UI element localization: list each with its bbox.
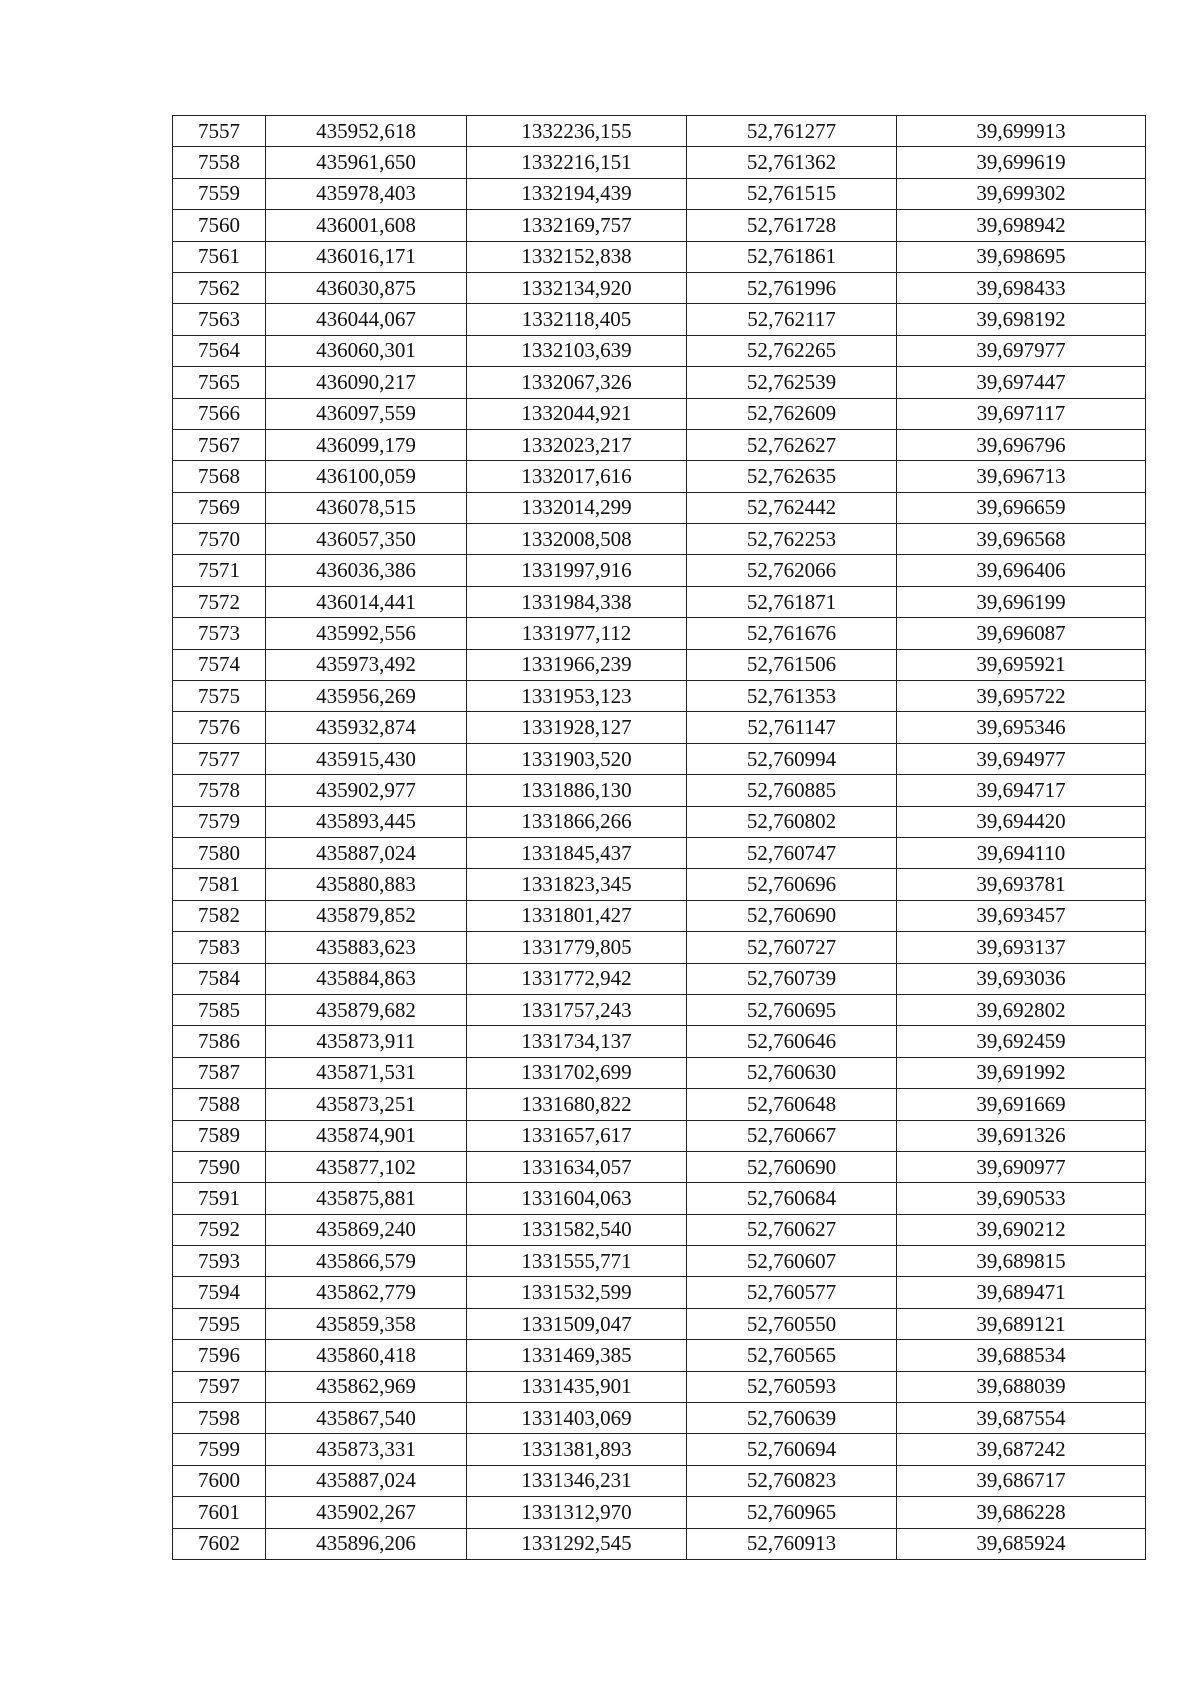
point-number-cell: 7567 (173, 429, 266, 460)
latitude-cell: 52,760667 (687, 1120, 897, 1151)
point-number-cell: 7582 (173, 900, 266, 931)
latitude-cell: 52,761676 (687, 618, 897, 649)
latitude-cell: 52,760646 (687, 1026, 897, 1057)
latitude-cell: 52,762265 (687, 335, 897, 366)
table-row (173, 994, 1146, 1025)
point-number-cell: 7576 (173, 712, 266, 743)
x-coordinate-cell: 435879,852 (266, 900, 467, 931)
y-coordinate-cell: 1331984,338 (467, 586, 687, 617)
x-coordinate-cell: 435978,403 (266, 178, 467, 209)
longitude-cell: 39,691669 (897, 1089, 1146, 1120)
latitude-cell: 52,761147 (687, 712, 897, 743)
point-number-cell: 7573 (173, 618, 266, 649)
y-coordinate-cell: 1331845,437 (467, 837, 687, 868)
longitude-cell: 39,687242 (897, 1434, 1146, 1465)
table-row (173, 1151, 1146, 1182)
point-number-cell: 7580 (173, 837, 266, 868)
latitude-cell: 52,761871 (687, 586, 897, 617)
table-row (173, 743, 1146, 774)
latitude-cell: 52,760694 (687, 1434, 897, 1465)
table-row (173, 1497, 1146, 1528)
latitude-cell: 52,760639 (687, 1403, 897, 1434)
point-number-cell: 7597 (173, 1371, 266, 1402)
latitude-cell: 52,760690 (687, 900, 897, 931)
x-coordinate-cell: 435866,579 (266, 1246, 467, 1277)
longitude-cell: 39,694420 (897, 806, 1146, 837)
latitude-cell: 52,760965 (687, 1497, 897, 1528)
table-row (173, 1308, 1146, 1339)
table-row (173, 900, 1146, 931)
y-coordinate-cell: 1331779,805 (467, 932, 687, 963)
table-row (173, 963, 1146, 994)
point-number-cell: 7565 (173, 367, 266, 398)
latitude-cell: 52,761861 (687, 241, 897, 272)
x-coordinate-cell: 436044,067 (266, 304, 467, 335)
longitude-cell: 39,690212 (897, 1214, 1146, 1245)
x-coordinate-cell: 435862,969 (266, 1371, 467, 1402)
longitude-cell: 39,698942 (897, 210, 1146, 241)
longitude-cell: 39,689121 (897, 1308, 1146, 1339)
x-coordinate-cell: 435887,024 (266, 1465, 467, 1496)
latitude-cell: 52,761515 (687, 178, 897, 209)
x-coordinate-cell: 435875,881 (266, 1183, 467, 1214)
x-coordinate-cell: 436099,179 (266, 429, 467, 460)
x-coordinate-cell: 435973,492 (266, 649, 467, 680)
x-coordinate-cell: 435862,779 (266, 1277, 467, 1308)
longitude-cell: 39,685924 (897, 1528, 1146, 1559)
longitude-cell: 39,697447 (897, 367, 1146, 398)
y-coordinate-cell: 1331801,427 (467, 900, 687, 931)
point-number-cell: 7561 (173, 241, 266, 272)
latitude-cell: 52,760696 (687, 869, 897, 900)
y-coordinate-cell: 1331346,231 (467, 1465, 687, 1496)
y-coordinate-cell: 1332008,508 (467, 524, 687, 555)
x-coordinate-cell: 435952,618 (266, 116, 467, 147)
y-coordinate-cell: 1332169,757 (467, 210, 687, 241)
x-coordinate-cell: 435884,863 (266, 963, 467, 994)
table-row (173, 1528, 1146, 1559)
coordinates-table-body (173, 116, 1146, 1560)
longitude-cell: 39,690977 (897, 1151, 1146, 1182)
longitude-cell: 39,695722 (897, 681, 1146, 712)
y-coordinate-cell: 1332236,155 (467, 116, 687, 147)
point-number-cell: 7599 (173, 1434, 266, 1465)
point-number-cell: 7562 (173, 272, 266, 303)
x-coordinate-cell: 435915,430 (266, 743, 467, 774)
table-row (173, 210, 1146, 241)
y-coordinate-cell: 1331757,243 (467, 994, 687, 1025)
point-number-cell: 7589 (173, 1120, 266, 1151)
longitude-cell: 39,696406 (897, 555, 1146, 586)
y-coordinate-cell: 1331680,822 (467, 1089, 687, 1120)
table-row (173, 1246, 1146, 1277)
longitude-cell: 39,691326 (897, 1120, 1146, 1151)
y-coordinate-cell: 1332118,405 (467, 304, 687, 335)
longitude-cell: 39,698192 (897, 304, 1146, 335)
table-row (173, 1340, 1146, 1371)
x-coordinate-cell: 435869,240 (266, 1214, 467, 1245)
point-number-cell: 7572 (173, 586, 266, 617)
point-number-cell: 7596 (173, 1340, 266, 1371)
latitude-cell: 52,760885 (687, 775, 897, 806)
x-coordinate-cell: 435893,445 (266, 806, 467, 837)
y-coordinate-cell: 1332103,639 (467, 335, 687, 366)
point-number-cell: 7570 (173, 524, 266, 555)
y-coordinate-cell: 1331509,047 (467, 1308, 687, 1339)
point-number-cell: 7592 (173, 1214, 266, 1245)
longitude-cell: 39,698433 (897, 272, 1146, 303)
y-coordinate-cell: 1331582,540 (467, 1214, 687, 1245)
latitude-cell: 52,761996 (687, 272, 897, 303)
x-coordinate-cell: 436001,608 (266, 210, 467, 241)
longitude-cell: 39,694977 (897, 743, 1146, 774)
table-row (173, 775, 1146, 806)
latitude-cell: 52,760684 (687, 1183, 897, 1214)
table-row (173, 932, 1146, 963)
longitude-cell: 39,697977 (897, 335, 1146, 366)
x-coordinate-cell: 436016,171 (266, 241, 467, 272)
point-number-cell: 7591 (173, 1183, 266, 1214)
latitude-cell: 52,760747 (687, 837, 897, 868)
point-number-cell: 7587 (173, 1057, 266, 1088)
latitude-cell: 52,760739 (687, 963, 897, 994)
longitude-cell: 39,693137 (897, 932, 1146, 963)
longitude-cell: 39,686228 (897, 1497, 1146, 1528)
y-coordinate-cell: 1332067,326 (467, 367, 687, 398)
x-coordinate-cell: 436090,217 (266, 367, 467, 398)
table-row (173, 649, 1146, 680)
x-coordinate-cell: 435961,650 (266, 147, 467, 178)
point-number-cell: 7568 (173, 461, 266, 492)
table-row (173, 304, 1146, 335)
table-row (173, 1403, 1146, 1434)
point-number-cell: 7585 (173, 994, 266, 1025)
latitude-cell: 52,762539 (687, 367, 897, 398)
y-coordinate-cell: 1332014,299 (467, 492, 687, 523)
table-row (173, 1371, 1146, 1402)
table-row (173, 1277, 1146, 1308)
table-row (173, 178, 1146, 209)
y-coordinate-cell: 1331953,123 (467, 681, 687, 712)
table-row (173, 586, 1146, 617)
x-coordinate-cell: 435956,269 (266, 681, 467, 712)
longitude-cell: 39,688039 (897, 1371, 1146, 1402)
latitude-cell: 52,762609 (687, 398, 897, 429)
x-coordinate-cell: 435887,024 (266, 837, 467, 868)
latitude-cell: 52,760550 (687, 1308, 897, 1339)
longitude-cell: 39,688534 (897, 1340, 1146, 1371)
coordinates-table (172, 115, 1146, 1560)
longitude-cell: 39,696796 (897, 429, 1146, 460)
point-number-cell: 7586 (173, 1026, 266, 1057)
y-coordinate-cell: 1331823,345 (467, 869, 687, 900)
y-coordinate-cell: 1331469,385 (467, 1340, 687, 1371)
point-number-cell: 7595 (173, 1308, 266, 1339)
x-coordinate-cell: 435873,251 (266, 1089, 467, 1120)
x-coordinate-cell: 435873,331 (266, 1434, 467, 1465)
table-row (173, 1183, 1146, 1214)
y-coordinate-cell: 1331866,266 (467, 806, 687, 837)
point-number-cell: 7593 (173, 1246, 266, 1277)
x-coordinate-cell: 436030,875 (266, 272, 467, 303)
longitude-cell: 39,694110 (897, 837, 1146, 868)
y-coordinate-cell: 1331312,970 (467, 1497, 687, 1528)
y-coordinate-cell: 1331997,916 (467, 555, 687, 586)
x-coordinate-cell: 435883,623 (266, 932, 467, 963)
latitude-cell: 52,760607 (687, 1246, 897, 1277)
longitude-cell: 39,687554 (897, 1403, 1146, 1434)
x-coordinate-cell: 436078,515 (266, 492, 467, 523)
table-row (173, 429, 1146, 460)
x-coordinate-cell: 436097,559 (266, 398, 467, 429)
latitude-cell: 52,760630 (687, 1057, 897, 1088)
longitude-cell: 39,693036 (897, 963, 1146, 994)
longitude-cell: 39,698695 (897, 241, 1146, 272)
latitude-cell: 52,760593 (687, 1371, 897, 1402)
x-coordinate-cell: 435867,540 (266, 1403, 467, 1434)
y-coordinate-cell: 1331928,127 (467, 712, 687, 743)
x-coordinate-cell: 435874,901 (266, 1120, 467, 1151)
latitude-cell: 52,762253 (687, 524, 897, 555)
x-coordinate-cell: 435877,102 (266, 1151, 467, 1182)
y-coordinate-cell: 1331772,942 (467, 963, 687, 994)
longitude-cell: 39,690533 (897, 1183, 1146, 1214)
point-number-cell: 7571 (173, 555, 266, 586)
latitude-cell: 52,762442 (687, 492, 897, 523)
longitude-cell: 39,696659 (897, 492, 1146, 523)
point-number-cell: 7578 (173, 775, 266, 806)
longitude-cell: 39,692459 (897, 1026, 1146, 1057)
longitude-cell: 39,689815 (897, 1246, 1146, 1277)
y-coordinate-cell: 1331604,063 (467, 1183, 687, 1214)
longitude-cell: 39,689471 (897, 1277, 1146, 1308)
longitude-cell: 39,699302 (897, 178, 1146, 209)
table-row (173, 1089, 1146, 1120)
x-coordinate-cell: 435859,358 (266, 1308, 467, 1339)
latitude-cell: 52,761728 (687, 210, 897, 241)
table-row (173, 1026, 1146, 1057)
table-row (173, 492, 1146, 523)
point-number-cell: 7564 (173, 335, 266, 366)
point-number-cell: 7579 (173, 806, 266, 837)
latitude-cell: 52,760802 (687, 806, 897, 837)
x-coordinate-cell: 436057,350 (266, 524, 467, 555)
latitude-cell: 52,761362 (687, 147, 897, 178)
y-coordinate-cell: 1332152,838 (467, 241, 687, 272)
table-row (173, 681, 1146, 712)
x-coordinate-cell: 435880,883 (266, 869, 467, 900)
table-row (173, 555, 1146, 586)
longitude-cell: 39,686717 (897, 1465, 1146, 1496)
x-coordinate-cell: 435896,206 (266, 1528, 467, 1559)
point-number-cell: 7574 (173, 649, 266, 680)
longitude-cell: 39,693457 (897, 900, 1146, 931)
x-coordinate-cell: 435860,418 (266, 1340, 467, 1371)
y-coordinate-cell: 1331977,112 (467, 618, 687, 649)
table-row (173, 1434, 1146, 1465)
latitude-cell: 52,762066 (687, 555, 897, 586)
table-row (173, 1214, 1146, 1245)
table-row (173, 618, 1146, 649)
longitude-cell: 39,696199 (897, 586, 1146, 617)
y-coordinate-cell: 1331634,057 (467, 1151, 687, 1182)
table-row (173, 1057, 1146, 1088)
latitude-cell: 52,760690 (687, 1151, 897, 1182)
table-row (173, 1120, 1146, 1151)
latitude-cell: 52,760695 (687, 994, 897, 1025)
y-coordinate-cell: 1331435,901 (467, 1371, 687, 1402)
table-row (173, 869, 1146, 900)
point-number-cell: 7584 (173, 963, 266, 994)
latitude-cell: 52,760913 (687, 1528, 897, 1559)
x-coordinate-cell: 436036,386 (266, 555, 467, 586)
y-coordinate-cell: 1331966,239 (467, 649, 687, 680)
longitude-cell: 39,691992 (897, 1057, 1146, 1088)
latitude-cell: 52,760823 (687, 1465, 897, 1496)
point-number-cell: 7569 (173, 492, 266, 523)
table-row (173, 806, 1146, 837)
table-row (173, 1465, 1146, 1496)
table-row (173, 272, 1146, 303)
y-coordinate-cell: 1332216,151 (467, 147, 687, 178)
x-coordinate-cell: 436014,441 (266, 586, 467, 617)
point-number-cell: 7601 (173, 1497, 266, 1528)
table-row (173, 116, 1146, 147)
longitude-cell: 39,696568 (897, 524, 1146, 555)
x-coordinate-cell: 436060,301 (266, 335, 467, 366)
longitude-cell: 39,696713 (897, 461, 1146, 492)
latitude-cell: 52,761277 (687, 116, 897, 147)
longitude-cell: 39,695921 (897, 649, 1146, 680)
point-number-cell: 7581 (173, 869, 266, 900)
longitude-cell: 39,699619 (897, 147, 1146, 178)
latitude-cell: 52,761353 (687, 681, 897, 712)
latitude-cell: 52,760648 (687, 1089, 897, 1120)
x-coordinate-cell: 435902,267 (266, 1497, 467, 1528)
y-coordinate-cell: 1332134,920 (467, 272, 687, 303)
y-coordinate-cell: 1332044,921 (467, 398, 687, 429)
point-number-cell: 7563 (173, 304, 266, 335)
x-coordinate-cell: 435902,977 (266, 775, 467, 806)
table-row (173, 398, 1146, 429)
latitude-cell: 52,760727 (687, 932, 897, 963)
latitude-cell: 52,762627 (687, 429, 897, 460)
point-number-cell: 7558 (173, 147, 266, 178)
y-coordinate-cell: 1331734,137 (467, 1026, 687, 1057)
y-coordinate-cell: 1331702,699 (467, 1057, 687, 1088)
longitude-cell: 39,697117 (897, 398, 1146, 429)
y-coordinate-cell: 1331381,893 (467, 1434, 687, 1465)
point-number-cell: 7560 (173, 210, 266, 241)
point-number-cell: 7588 (173, 1089, 266, 1120)
point-number-cell: 7575 (173, 681, 266, 712)
point-number-cell: 7602 (173, 1528, 266, 1559)
x-coordinate-cell: 435871,531 (266, 1057, 467, 1088)
latitude-cell: 52,762117 (687, 304, 897, 335)
y-coordinate-cell: 1331886,130 (467, 775, 687, 806)
longitude-cell: 39,699913 (897, 116, 1146, 147)
longitude-cell: 39,695346 (897, 712, 1146, 743)
y-coordinate-cell: 1332017,616 (467, 461, 687, 492)
point-number-cell: 7559 (173, 178, 266, 209)
point-number-cell: 7594 (173, 1277, 266, 1308)
point-number-cell: 7577 (173, 743, 266, 774)
x-coordinate-cell: 435873,911 (266, 1026, 467, 1057)
x-coordinate-cell: 435879,682 (266, 994, 467, 1025)
y-coordinate-cell: 1331657,617 (467, 1120, 687, 1151)
y-coordinate-cell: 1331292,545 (467, 1528, 687, 1559)
longitude-cell: 39,696087 (897, 618, 1146, 649)
point-number-cell: 7598 (173, 1403, 266, 1434)
table-row (173, 335, 1146, 366)
latitude-cell: 52,760627 (687, 1214, 897, 1245)
table-row (173, 147, 1146, 178)
y-coordinate-cell: 1331903,520 (467, 743, 687, 774)
point-number-cell: 7590 (173, 1151, 266, 1182)
table-row (173, 461, 1146, 492)
y-coordinate-cell: 1331403,069 (467, 1403, 687, 1434)
point-number-cell: 7566 (173, 398, 266, 429)
x-coordinate-cell: 435992,556 (266, 618, 467, 649)
latitude-cell: 52,761506 (687, 649, 897, 680)
table-row (173, 837, 1146, 868)
y-coordinate-cell: 1332023,217 (467, 429, 687, 460)
latitude-cell: 52,762635 (687, 461, 897, 492)
x-coordinate-cell: 436100,059 (266, 461, 467, 492)
longitude-cell: 39,692802 (897, 994, 1146, 1025)
point-number-cell: 7557 (173, 116, 266, 147)
latitude-cell: 52,760994 (687, 743, 897, 774)
latitude-cell: 52,760565 (687, 1340, 897, 1371)
table-row (173, 367, 1146, 398)
y-coordinate-cell: 1332194,439 (467, 178, 687, 209)
table-row (173, 712, 1146, 743)
y-coordinate-cell: 1331555,771 (467, 1246, 687, 1277)
x-coordinate-cell: 435932,874 (266, 712, 467, 743)
latitude-cell: 52,760577 (687, 1277, 897, 1308)
longitude-cell: 39,694717 (897, 775, 1146, 806)
table-row (173, 524, 1146, 555)
table-row (173, 241, 1146, 272)
point-number-cell: 7583 (173, 932, 266, 963)
point-number-cell: 7600 (173, 1465, 266, 1496)
y-coordinate-cell: 1331532,599 (467, 1277, 687, 1308)
longitude-cell: 39,693781 (897, 869, 1146, 900)
